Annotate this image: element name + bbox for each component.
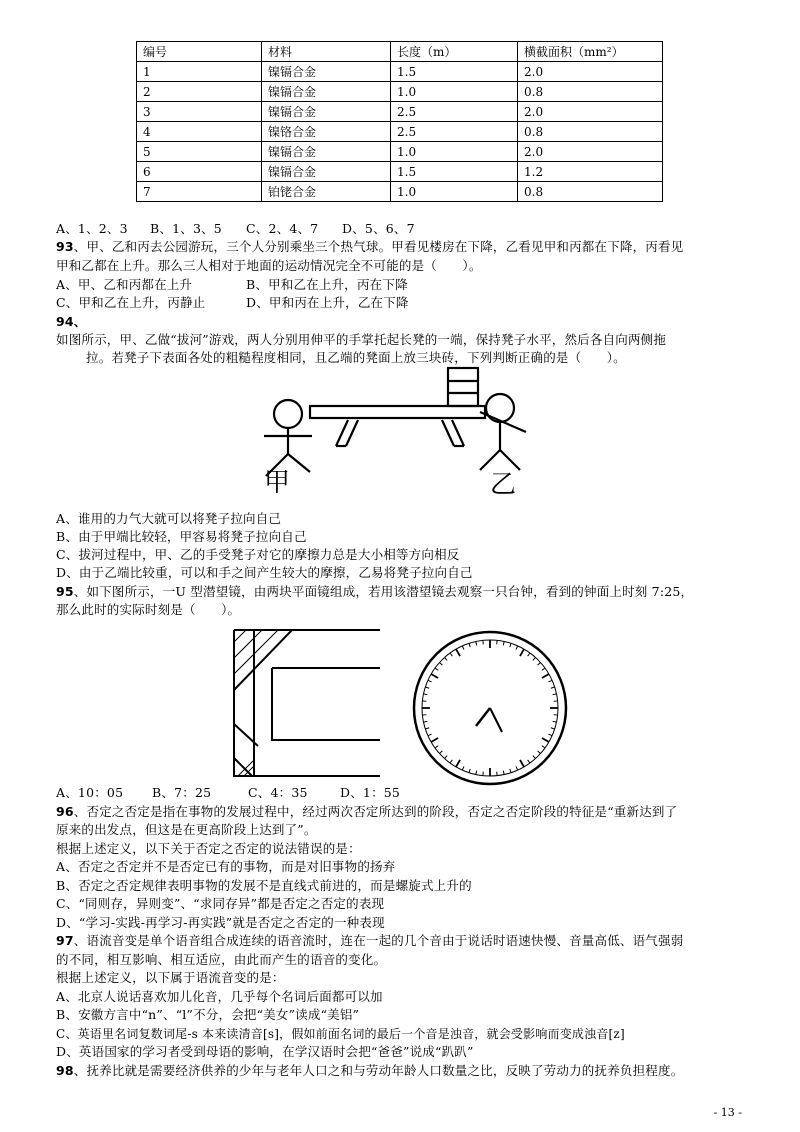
table-header-row [137, 42, 663, 62]
clock-tick [462, 646, 464, 650]
q96-option-d[interactable]: D、“学习-实践-再学习-再实践”就是否定之否定的一种表现 [56, 915, 385, 930]
table-cell: 2.0 [518, 62, 663, 82]
table-cell: 1.5 [391, 62, 518, 82]
table-cell: 5 [137, 142, 262, 162]
clock-tick [533, 756, 536, 759]
clock-tick [553, 694, 557, 695]
clock-tick [431, 674, 438, 678]
table-cell: 3 [137, 102, 262, 122]
q93-options-row1 [56, 276, 408, 294]
q96-stem-line1 [56, 803, 677, 821]
option-a[interactable]: A、甲、乙和丙都在上升 [56, 277, 193, 292]
table-header-cell: 长度（m） [391, 42, 518, 62]
clock-tick [542, 668, 545, 670]
option-b[interactable]: B、7：25 [152, 785, 212, 800]
clock-tick [551, 728, 555, 729]
question-number: 96 [56, 804, 74, 819]
table-cell: 镍镉合金 [262, 62, 391, 82]
clock-tick [476, 771, 477, 775]
table-cell: 4 [137, 122, 262, 142]
clock-tick [528, 653, 530, 656]
table-cell: 2 [137, 82, 262, 102]
clock-tick [456, 649, 460, 656]
clock-tick [444, 657, 447, 660]
clock-tick [428, 734, 432, 736]
clock-tick [439, 662, 442, 665]
option-b[interactable]: B、1、3、5 [150, 221, 222, 236]
clock-tick [435, 668, 438, 670]
table-cell: 2.5 [391, 122, 518, 142]
label-yi: 乙 [490, 470, 517, 500]
q95-stem-line1 [56, 583, 693, 601]
q95-text: 、如下图所示，一U 型潜望镜，由两块平面镜组成，若用该潜望镜去观察一只台钟，看到的钟面上时刻 7:25， [73, 584, 694, 599]
bricks [448, 368, 478, 406]
q96-stem-line2: 原来的出发点，但这是在更高阶段上达到了”。 [56, 822, 317, 837]
q97-stem-line2: 的不同，相互影响、相互适应，由此而产生的语音的变化。 [56, 952, 387, 967]
table-header-cell: 横截面积（mm²） [518, 42, 663, 62]
clock-tick [435, 746, 438, 748]
table-cell: 0.8 [518, 82, 663, 102]
table-cell: 铂铑合金 [262, 182, 391, 202]
clock-tick [423, 721, 427, 722]
clock-tick [510, 769, 511, 773]
clock-tick [510, 643, 511, 647]
question-number: 95 [56, 584, 74, 599]
table-row [137, 62, 663, 82]
table-cell: 0.8 [518, 122, 663, 142]
q94-option-c[interactable]: C、拔河过程中，甲、乙的手受凳子对它的摩擦力总是大小相等方向相反 [56, 547, 460, 562]
question-number: 93 [56, 239, 74, 254]
table-header-cell: 材料 [262, 42, 391, 62]
q98-stem-line1 [56, 1062, 683, 1080]
q96-option-c[interactable]: C、“同则存，异则变”、“求同存异”都是否定之否定的表现 [56, 896, 385, 911]
table-row [137, 102, 663, 122]
table-row [137, 182, 663, 202]
clock-tick [476, 641, 477, 645]
q96-stem-line3: 根据上述定义，以下关于否定之否定的说法错误的是： [56, 841, 361, 856]
option-a[interactable]: A、1、2、3 [56, 221, 128, 236]
q93-stem-line1 [56, 238, 683, 256]
clock-tick [553, 721, 557, 722]
q95-stem-line2: 那么此时的实际时刻是（ ）。 [56, 602, 241, 617]
clock-minute-hand [490, 708, 502, 732]
label-jia: 甲 [264, 468, 291, 498]
clock-tick [528, 760, 530, 763]
clock-tick [469, 769, 470, 773]
clock-tick [450, 653, 452, 656]
conductor-table [136, 41, 663, 202]
person-jia-head [274, 400, 302, 428]
q94-option-b[interactable]: B、由于甲端比较轻，甲容易将凳子拉向自己 [56, 529, 307, 544]
clock-tick [538, 662, 541, 665]
option-d[interactable]: D、1：55 [340, 785, 401, 800]
table-header-cell: 编号 [137, 42, 262, 62]
table-row [137, 142, 663, 162]
q97-option-b[interactable]: B、安徽方言中“n”、“l”不分，会把“美女”读成“美铝” [56, 1007, 360, 1022]
clock-tick [538, 751, 541, 754]
clock-tick [520, 649, 524, 656]
table-cell: 2.0 [518, 142, 663, 162]
q96-option-b[interactable]: B、否定之否定规律表明事物的发展不是直线式前进的，而是螺旋式上升的 [56, 878, 472, 893]
q97-stem-line1 [56, 932, 683, 950]
clock-tick [462, 766, 464, 770]
q93-stem-line2: 甲和乙都在上升。那么三人相对于地面的运动情况完全不可能的是（ ）。 [56, 258, 482, 273]
bench-top [310, 406, 485, 418]
clock-tick [516, 646, 518, 650]
option-c[interactable]: C、2、4、7 [246, 221, 319, 236]
table-cell: 镍镉合金 [262, 142, 391, 162]
q97-option-c[interactable]: C、英语里名词复数词尾-s 本来读清音[s]，假如前面名词的最后一个音是浊音，就会受影响而变成浊音[z] [56, 1027, 625, 1041]
table-cell: 镍镉合金 [262, 162, 391, 182]
periscope-figure [232, 628, 382, 778]
table-cell: 镍镉合金 [262, 102, 391, 122]
table-cell: 0.8 [518, 182, 663, 202]
question-number: 98 [56, 1063, 74, 1078]
q94-number [56, 313, 87, 331]
q93-text: 、甲、乙和丙去公园游玩，三个人分别乘坐三个热气球。甲看见楼房在下降，乙看见甲和丙都在下降，丙看见 [73, 239, 684, 254]
clock-tick [425, 728, 429, 729]
clock-tick [439, 751, 442, 754]
option-c[interactable]: C、甲和乙在上升，丙静止 [56, 295, 206, 310]
table-cell: 镍镉合金 [262, 82, 391, 102]
question-number: 94 [56, 314, 74, 329]
table-row [137, 122, 663, 142]
page-number: - 13 - [713, 1106, 742, 1119]
person-yi-head [486, 394, 514, 422]
option-a[interactable]: A、10：05 [56, 785, 124, 800]
clock-tick [520, 760, 524, 767]
q93-options-row2 [56, 294, 409, 312]
table-cell: 1.2 [518, 162, 663, 182]
table-row [137, 162, 663, 182]
table-cell: 1 [137, 62, 262, 82]
clock-tick [469, 643, 470, 647]
option-d[interactable]: D、甲和丙在上升，乙在下降 [246, 295, 409, 310]
table-cell: 7 [137, 182, 262, 202]
table-cell: 6 [137, 162, 262, 182]
table-cell: 镍铬合金 [262, 122, 391, 142]
clock-hour-hand [476, 708, 490, 726]
question-number: 97 [56, 933, 74, 948]
clock-tick [542, 738, 549, 742]
table-cell: 1.5 [391, 162, 518, 182]
clock-tick [503, 641, 504, 645]
q97-text: 、语流音变是单个语音组合成连续的语音流时，连在一起的几个音由于说话时语速快慢、音量高低、语气强弱 [73, 933, 684, 948]
clock-tick [428, 680, 432, 682]
q96-option-a[interactable]: A、否定之否定并不是否定已有的事物，而是对旧事物的扬弃 [56, 859, 396, 874]
clock-tick [548, 680, 552, 682]
clock-tick [503, 771, 504, 775]
q94-stem-line1: 如图所示，甲、乙做“拔河”游戏，两人分别用伸平的手掌托起长凳的一端，保持凳子水平，然后各自向两侧拖 [56, 332, 667, 347]
clock-tick [548, 734, 552, 736]
table-cell: 1.0 [391, 82, 518, 102]
clock-tick [456, 760, 460, 767]
option-d[interactable]: D、5、6、7 [342, 221, 415, 236]
clock-tick [431, 738, 438, 742]
clock-tick [542, 674, 549, 678]
q94-option-a[interactable]: A、谁用的力气大就可以将凳子拉向自己 [56, 511, 282, 526]
clock-tick [516, 766, 518, 770]
clock-tick [551, 687, 555, 688]
clock-tick [533, 657, 536, 660]
q97-option-a[interactable]: A、北京人说话喜欢加儿化音，几乎每个名词后面都可以加 [56, 989, 383, 1004]
q95-options [56, 784, 400, 802]
q94-option-d[interactable]: D、由于乙端比较重，可以和手之间产生较大的摩擦，乙易将凳子拉向自己 [56, 565, 473, 580]
clock-tick [425, 687, 429, 688]
q92-options [56, 220, 415, 238]
q97-option-d[interactable]: D、英语国家的学习者受到母语的影响，在学汉语时会把“爸爸”说成“趴趴” [56, 1044, 474, 1059]
table-cell: 2.5 [391, 102, 518, 122]
table-cell: 2.0 [518, 102, 663, 122]
option-b[interactable]: B、甲和乙在上升，丙在下降 [246, 277, 408, 292]
clock-tick [444, 756, 447, 759]
clock-tick [542, 746, 545, 748]
option-c[interactable]: C、4：35 [248, 785, 308, 800]
clock-tick [423, 694, 427, 695]
table-cell: 1.0 [391, 182, 518, 202]
question-number-suffix: 、 [73, 314, 87, 329]
q96-text: 、否定之否定是指在事物的发展过程中，经过两次否定所达到的阶段，否定之否定阶段的特征是“重新达到了 [73, 804, 678, 819]
table-cell: 1.0 [391, 142, 518, 162]
q98-text: 、抚养比就是需要经济供养的少年与老年人口之和与劳动年龄人口数量之比，反映了劳动力的抚养负担程度。 [73, 1063, 684, 1078]
table-row [137, 82, 663, 102]
clock-tick [450, 760, 452, 763]
q94-stem-line2: 拉。若凳子下表面各处的粗糙程度相同，且乙端的凳面上放三块砖，下列判断正确的是（ ）。 [86, 350, 626, 365]
clock-figure [410, 628, 570, 788]
q97-stem-line3: 根据上述定义，以下属于语流音变的是： [56, 970, 285, 985]
